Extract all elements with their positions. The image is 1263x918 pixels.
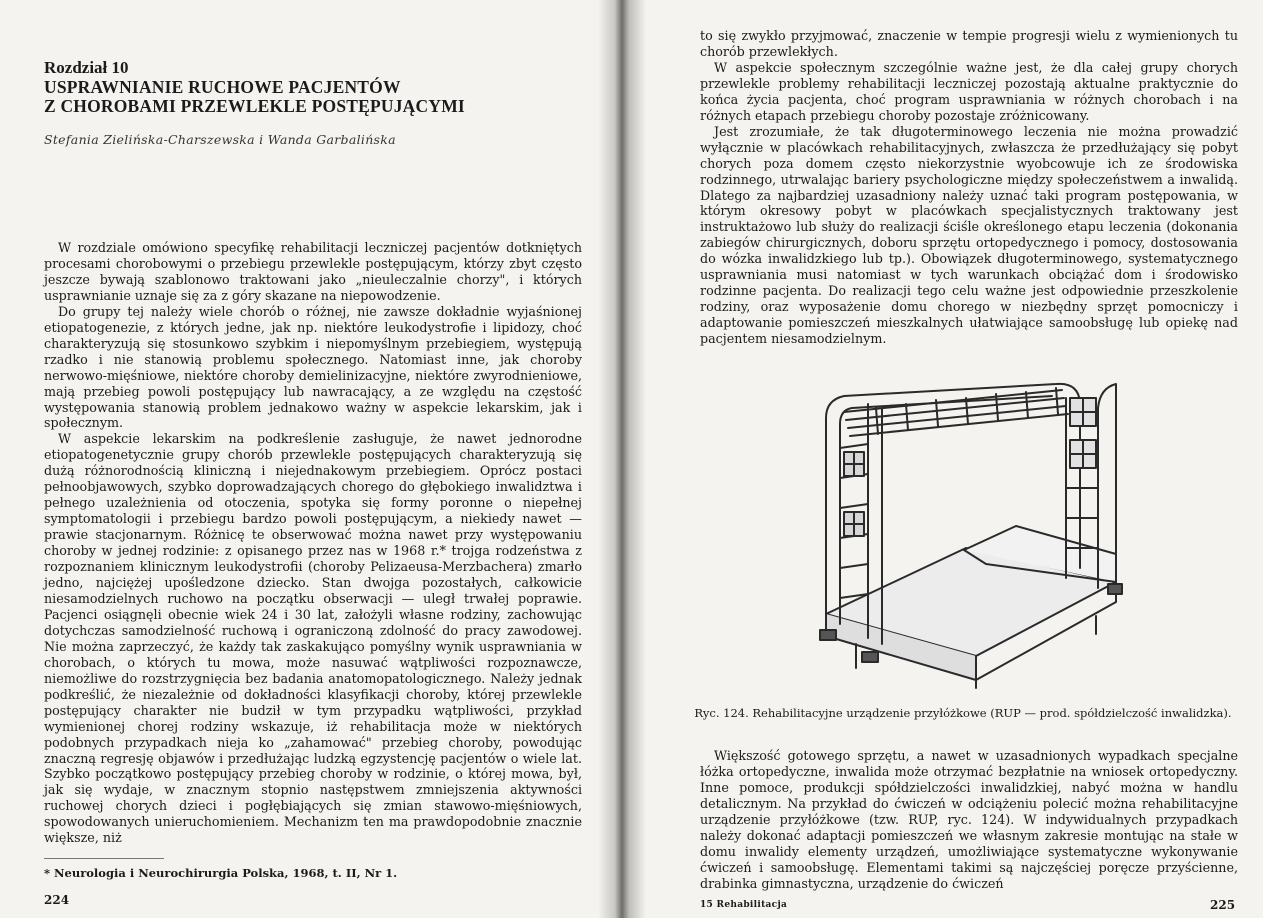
left-body-text <box>44 240 582 846</box>
figure-caption: Ryc. 124. Rehabilitacyjne urządzenie przyłóżkowe (RUP — prod. spółdzielczość inwalidzka). <box>694 706 1232 720</box>
paragraph: Większość gotowego sprzętu, a nawet w uzasadnionych wypadkach specjalne łóżka ortopedyczne, inwalida może otrzymać bezpłatnie na wniosek ortopedyczny. Inne pomoce, produkcji spółdzielczości inwalidzkiej, nabyć można w handlu detalicznym. Na przykład do ćwiczeń w odciążeniu polecić można rehabilitacyjne urządzenie przyłóżkowe (tzw. RUP, ryc. 124). W indywidualnych przypadkach należy dokonać adaptacji pomieszczeń we własnym zakresie montując na stałe w domu inwalidy elementy urządzeń, umożliwiające systematyczne wykonywanie ćwiczeń i samoobsługę. Elementami takimi są najczęściej poręcze przyścienne, drabinka gimnastyczna, urządzenie do ćwiczeń <box>700 748 1238 891</box>
right-body-text-top <box>700 28 1238 347</box>
page-number-right: 225 <box>1210 898 1236 912</box>
right-body-text-bottom <box>700 748 1238 892</box>
bed-frame-illustration <box>816 368 1142 690</box>
chapter-number: Rozdział 10 <box>44 58 129 77</box>
footnote: * Neurologia i Neurochirurgia Polska, 1968, t. II, Nr 1. <box>44 866 398 880</box>
signature-mark: 15 Rehabilitacja <box>700 900 788 910</box>
paragraph: Do grupy tej należy wiele chorób o różnej, nie zawsze dokładnie wyjaśnionej etiopatogenezie, z których jedne, jak np. niektóre leukodystrofie i lipidozy, choć charakteryzują się stosunkowo szybkim i niepomyślnym przebiegiem, występują rzadko i nie stanowią problemu społecznego. Natomiast inne, jak choroby nerwowo-mięśniowe, niektóre choroby demielinizacyjne, niektóre zwyrodnieniowe, mają przebieg powoli postępujący lub nawracający, a ze względu na częstość występowania stanowią problem jednakowo ważny w aspekcie lekarskim, jak i społecznym. <box>44 303 582 431</box>
page-number-left: 224 <box>44 893 70 907</box>
paragraph: W aspekcie społecznym szczególnie ważne jest, że dla całej grupy chorych przewlekle problemy rehabilitacji leczniczej pozostają aktualne praktycznie do końca życia pacjenta, choć program usprawniania w różnych chorobach i na różnych etapach przebiegu choroby pozostaje zróżnicowany. <box>700 59 1238 123</box>
paragraph: Jest zrozumiałe, że tak długoterminowego leczenia nie można prowadzić wyłącznie w placówkach rehabilitacyjnych, zwłaszcza że przedłużający się pobyt chorych poza domem często niekorzystnie wyobcowuje ich ze środowiska rodzinnego, utrwalając bariery psychologiczne między społeczeństwem a inwalidą. Dlatego za najbardziej uzasadniony należy uznać taki program postępowania, w którym okresowy pobyt w placówkach specjalistycznych traktowany jest instruktażowo lub służy do realizacji ściśle określonego etapu leczenia (dokonania zabiegów chirurgicznych, doboru sprzętu ortopedycznego i pomocy, dostosowania do wózka inwalidzkiego lub tp.). Obowiązek długoterminowego, systematycznego usprawniania musi natomiast w tych warunkach obciążać dom i środowisko rodzinne pacjenta. Do realizacji tego celu ważne jest odpowiednie przeszkolenie rodziny, oraz wyposażenie domu chorego w niezbędny sprzęt pomocniczy i adaptowanie pomieszczeń mieszkalnych ułatwiające samoobsługę lub opiekę nad pacjentem niesamodzielnym. <box>700 123 1238 347</box>
paragraph: W rozdziale omówiono specyfikę rehabilitacji leczniczej pacjentów dotkniętych procesami chorobowymi o przebiegu przewlekle postępującym, którzy zbyt często jeszcze bywają szablonowo traktowani jako „nieuleczalnie chorzy", i których usprawnianie uznaje się za z góry skazane na niepowodzenie. <box>44 240 582 303</box>
paragraph: W aspekcie lekarskim na podkreślenie zasługuje, że nawet jednorodne etiopatogenetycznie grupy chorób przewlekle postępujących charakteryzują się dużą różnorodnością kliniczną i niejednakowym przebiegiem. Oprócz postaci pełnoobjawowych, szybko doprowadzających chorego do głębokiego inwalidztwa i pełnego uzależnienia od otoczenia, spotyka się formy poronne o niepełnej symptomatologii i przebiegu bardzo powoli postępującym, a niekiedy nawet — prawie stacjonarnym. Różnicę te obserwować można nawet przy występowaniu choroby w jednej rodzinie: z opisanego przez nas w 1968 r.* trojga rodzeństwa z rozpoznaniem klinicznym leukodystrofii (choroby Pelizaeusa-Merzbachera) zmarło jedno, najciężej upośledzone dziecko. Stan dwojga pozostałych, całkowicie niesamodzielnych ruchowo na początku obserwacji — uległ trwałej poprawie. Pacjenci osiągnęli obecnie wiek 24 i 30 lat, założyli własne rodziny, zachowując dotychczas samodzielność ruchową i ograniczoną zdolność do pracy zawodowej. Nie można zaprzeczyć, że każdy tak zaskakująco pomyślny wynik usprawniania w chorobach, o których tu mowa, może nasuwać wątpliwości rozpoznawcze, niemożliwe do rozstrzygnięcia bez badania anatomopatologicznego. Należy jednak podkreślić, że niezależnie od dokładności klasyfikacji choroby, której przewlekle postępujący charakter nie budził w tym przypadku wątpliwości, przykład wymienionej chorej rodziny wskazuje, iż rehabilitacja może w niektórych podobnych przypadkach nieja ko „zahamować" przebieg choroby, powodując znaczną regresję objawów i przedłużając ludzką egzystencję pacjentów o wiele lat. Szybko początkowo postępujący przebieg choroby w rodzinie, o której mowa, był, jak się wydaje, w znacznym stopnio następstwem zmniejszenia aktywności ruchowej chorych dzieci i pogłębiających się zmian stawowo-mięśniowych, spowodowanych unieruchomieniem. Mechanizm ten ma prawdopodobnie znacznie większe, niż <box>44 431 582 846</box>
paragraph: to się zwykło przyjmować, znaczenie w tempie progresji wielu z wymienionych tu chorób przewlekłych. <box>700 28 1238 59</box>
left-page <box>0 0 622 918</box>
footnote-divider <box>44 858 164 859</box>
chapter-authors: Stefania Zielińska-Charszewska i Wanda Garbalińska <box>44 132 396 147</box>
chapter-title-line-2: Z CHOROBAMI PRZEWLEKLE POSTĘPUJĄCYMI <box>44 96 465 116</box>
chapter-title-line-1: USPRAWNIANIE RUCHOWE PACJENTÓW <box>44 77 401 97</box>
book-gutter-shadow <box>598 0 646 918</box>
chapter-heading <box>44 58 584 116</box>
